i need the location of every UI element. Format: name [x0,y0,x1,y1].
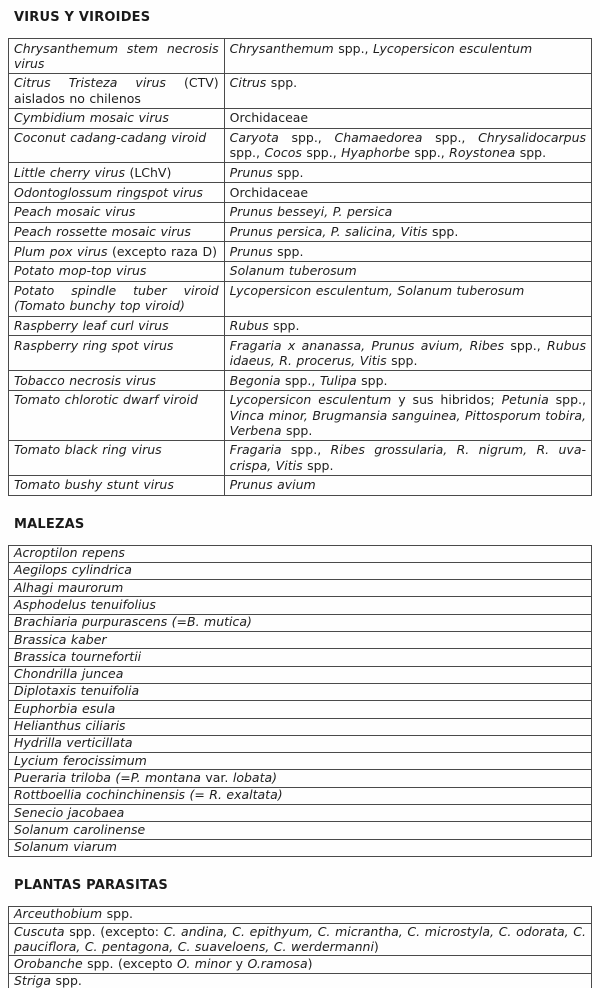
table-cell: Plum pox virus (excepto raza D) [9,242,225,262]
table-cell: Arceuthobium spp. [9,906,592,923]
section-virus-y-viroides [8,10,592,496]
table-cell: Tobacco necrosis virus [9,371,225,391]
table-cell: Asphodelus tenuifolius [9,597,592,614]
table-row [9,336,592,371]
table-row [9,73,592,108]
table-cell: Coconut cadang-cadang viroid [9,128,225,163]
section-title-plantas-parasitas: PLANTAS PARASITAS [14,877,168,893]
table-cell: Striga spp. [9,973,592,988]
table-row [9,632,592,649]
table-row [9,683,592,700]
table-row [9,163,592,183]
table-cell: Lycium ferocissimum [9,753,592,770]
table-row [9,545,592,562]
table-cell: Solanum viarum [9,839,592,856]
table-row [9,805,592,822]
table-cell: Chrysanthemum stem necrosis virus [9,39,225,74]
virus-y-viroides-table [8,38,592,496]
table-cell: Chrysanthemum spp., Lycopersicon esculentum [224,39,591,74]
table-cell: Prunus besseyi, P. persica [224,202,591,222]
table-row [9,128,592,163]
table-row [9,261,592,281]
table-cell: Raspberry ring spot virus [9,336,225,371]
plantas-parasitas-table [8,906,592,988]
table-cell: Euphorbia esula [9,701,592,718]
table-cell: Cuscuta spp. (excepto: C. andina, C. epithyum, C. micrantha, C. microstyla, C. odorata, C. pauciflora, C. pentagona, C. suaveloens, C. werdermanni) [9,924,592,956]
table-row [9,242,592,262]
malezas-table [8,545,592,857]
section-plantas-parasitas [8,878,592,988]
table-cell: Caryota spp., Chamaedorea spp., Chrysalidocarpus spp., Cocos spp., Hyaphorbe spp., Roystonea spp. [224,128,591,163]
table-cell: Tomato bushy stunt virus [9,475,225,495]
table-cell: Raspberry leaf curl virus [9,316,225,336]
table-row [9,222,592,242]
table-cell: Little cherry virus (LChV) [9,163,225,183]
table-cell: Orchidaceae [224,108,591,128]
table-row [9,39,592,74]
table-row [9,108,592,128]
table-cell: Prunus avium [224,475,591,495]
table-cell: Peach mosaic virus [9,202,225,222]
table-row [9,839,592,856]
table-cell: Tomato black ring virus [9,440,225,475]
table-cell: Alhagi maurorum [9,580,592,597]
table-cell: Odontoglossum ringspot virus [9,183,225,203]
table-cell: Tomato chlorotic dwarf viroid [9,390,225,440]
table-cell: Citrus Tristeza virus (CTV) aislados no chilenos [9,73,225,108]
table-cell: Potato mop-top virus [9,261,225,281]
table-cell: Begonia spp., Tulipa spp. [224,371,591,391]
table-row [9,440,592,475]
table-cell: Aegilops cylindrica [9,562,592,579]
table-cell: Peach rossette mosaic virus [9,222,225,242]
table-row [9,770,592,787]
table-row [9,956,592,973]
table-cell: Acroptilon repens [9,545,592,562]
table-cell: Potato spindle tuber viroid (Tomato bunchy top viroid) [9,281,225,316]
table-row [9,281,592,316]
section-title-virus-y-viroides: VIRUS Y VIROIDES [14,10,151,25]
table-cell: Helianthus ciliaris [9,718,592,735]
table-row [9,666,592,683]
table-row [9,924,592,956]
table-row [9,614,592,631]
table-row [9,906,592,923]
table-cell: Rottboellia cochinchinensis (= R. exaltata) [9,787,592,804]
table-row [9,701,592,718]
table-cell: Chondrilla juncea [9,666,592,683]
table-cell: Lycopersicon esculentum, Solanum tuberosum [224,281,591,316]
table-row [9,371,592,391]
table-row [9,390,592,440]
table-cell: Brassica tournefortii [9,649,592,666]
table-row [9,183,592,203]
table-cell: Citrus spp. [224,73,591,108]
table-row [9,562,592,579]
table-cell: Senecio jacobaea [9,805,592,822]
table-row [9,202,592,222]
table-row [9,735,592,752]
table-cell: Brassica kaber [9,632,592,649]
section-title-malezas: MALEZAS [14,516,85,532]
table-cell: Cymbidium mosaic virus [9,108,225,128]
table-row [9,753,592,770]
table-cell: Lycopersicon esculentum y sus hibridos; Petunia spp., Vinca minor, Brugmansia sanguinea, Pittosporum tobira, Verbena spp. [224,390,591,440]
table-row [9,822,592,839]
table-row [9,475,592,495]
table-cell: Solanum carolinense [9,822,592,839]
table-cell: Pueraria triloba (=P. montana var. lobata) [9,770,592,787]
table-cell: Orobanche spp. (excepto O. minor y O.ramosa) [9,956,592,973]
table-cell: Solanum tuberosum [224,261,591,281]
table-cell: Prunus spp. [224,242,591,262]
table-row [9,973,592,988]
table-cell: Diplotaxis tenuifolia [9,683,592,700]
section-malezas [8,517,592,857]
table-row [9,580,592,597]
table-cell: Rubus spp. [224,316,591,336]
table-row [9,597,592,614]
table-row [9,718,592,735]
table-cell: Prunus persica, P. salicina, Vitis spp. [224,222,591,242]
table-row [9,649,592,666]
table-cell: Hydrilla verticillata [9,735,592,752]
table-cell: Brachiaria purpurascens (=B. mutica) [9,614,592,631]
table-cell: Orchidaceae [224,183,591,203]
table-row [9,787,592,804]
table-row [9,316,592,336]
table-cell: Prunus spp. [224,163,591,183]
table-cell: Fragaria x ananassa, Prunus avium, Ribes spp., Rubus idaeus, R. procerus, Vitis spp. [224,336,591,371]
table-cell: Fragaria spp., Ribes grossularia, R. nigrum, R. uva-crispa, Vitis spp. [224,440,591,475]
